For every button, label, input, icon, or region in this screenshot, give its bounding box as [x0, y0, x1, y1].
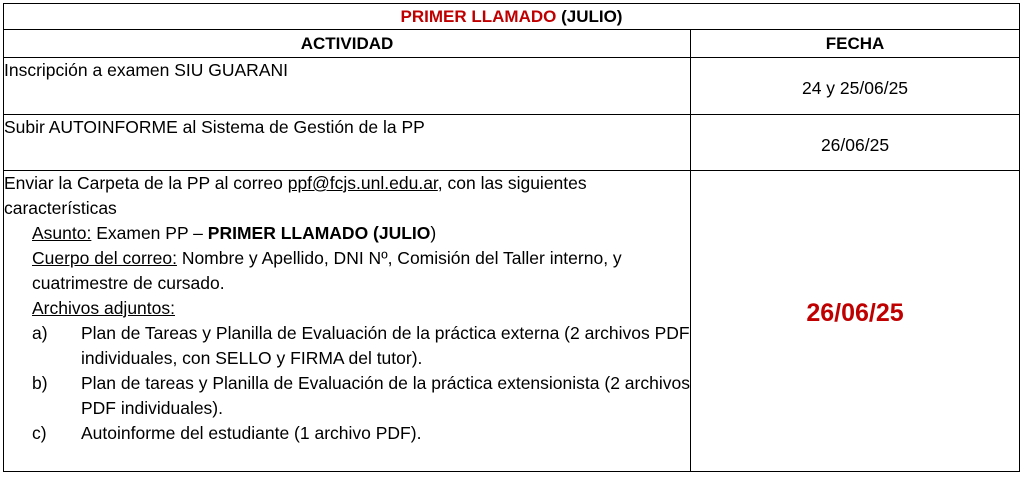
date-cell	[691, 115, 1020, 171]
date-value: 24 y 25/06/25	[801, 77, 909, 98]
list-marker: c)	[32, 423, 47, 443]
table-row	[4, 115, 1020, 171]
table-title	[4, 4, 1020, 30]
activity-cell	[4, 171, 691, 472]
list-marker: b)	[32, 373, 48, 393]
list-text: Autoinforme del estudiante (1 archivo PDF).	[81, 423, 422, 443]
activity-cell: Subir AUTOINFORME al Sistema de Gestión de la PP	[4, 115, 691, 171]
activity-cell: Inscripción a examen SIU GUARANI	[4, 58, 691, 115]
schedule-table	[3, 3, 1020, 472]
date-cell	[691, 171, 1020, 472]
subject-end: )	[430, 223, 437, 243]
list-text: Plan de tareas y Planilla de Evaluación de la práctica extensionista (2 archivos PDF individuales).	[81, 373, 690, 418]
subject-line	[4, 221, 690, 246]
list-item	[4, 421, 690, 446]
subject-bold: PRIMER LLAMADO (JULIO	[207, 223, 431, 243]
subject-text: Examen PP –	[91, 223, 208, 243]
list-text: Plan de Tareas y Planilla de Evaluación de la práctica externa (2 archivos PDF individuales, con SELLO y FIRMA del tutor).	[81, 323, 690, 368]
intro-text	[4, 171, 690, 221]
body-line	[4, 246, 690, 296]
table-row	[4, 58, 1020, 115]
attachments-line	[4, 296, 690, 321]
intro-before: Enviar la Carpeta de la PP al correo	[4, 173, 288, 193]
body-label: Cuerpo del correo:	[32, 248, 177, 268]
attachments-label: Archivos adjuntos:	[32, 298, 175, 318]
date-value: 26/06/25	[820, 135, 890, 155]
email-link[interactable]: ppf@fcjs.unl.edu.ar	[287, 173, 438, 193]
title-call: PRIMER LLAMADO	[400, 7, 557, 26]
subject-label: Asunto:	[32, 223, 92, 243]
date-value-highlight: 26/06/25	[806, 298, 904, 327]
title-month: (JULIO)	[556, 7, 623, 26]
list-marker: a)	[32, 323, 48, 343]
date-cell	[691, 58, 1020, 115]
header-activity: ACTIVIDAD	[4, 30, 691, 58]
list-item	[4, 321, 690, 371]
table-row	[4, 171, 1020, 472]
list-item	[4, 371, 690, 421]
intro-after: , con las siguientes características	[4, 173, 587, 218]
header-date: FECHA	[691, 30, 1020, 58]
body-text: Nombre y Apellido, DNI Nº, Comisión del Taller interno, y cuatrimestre de cursado.	[32, 248, 622, 293]
